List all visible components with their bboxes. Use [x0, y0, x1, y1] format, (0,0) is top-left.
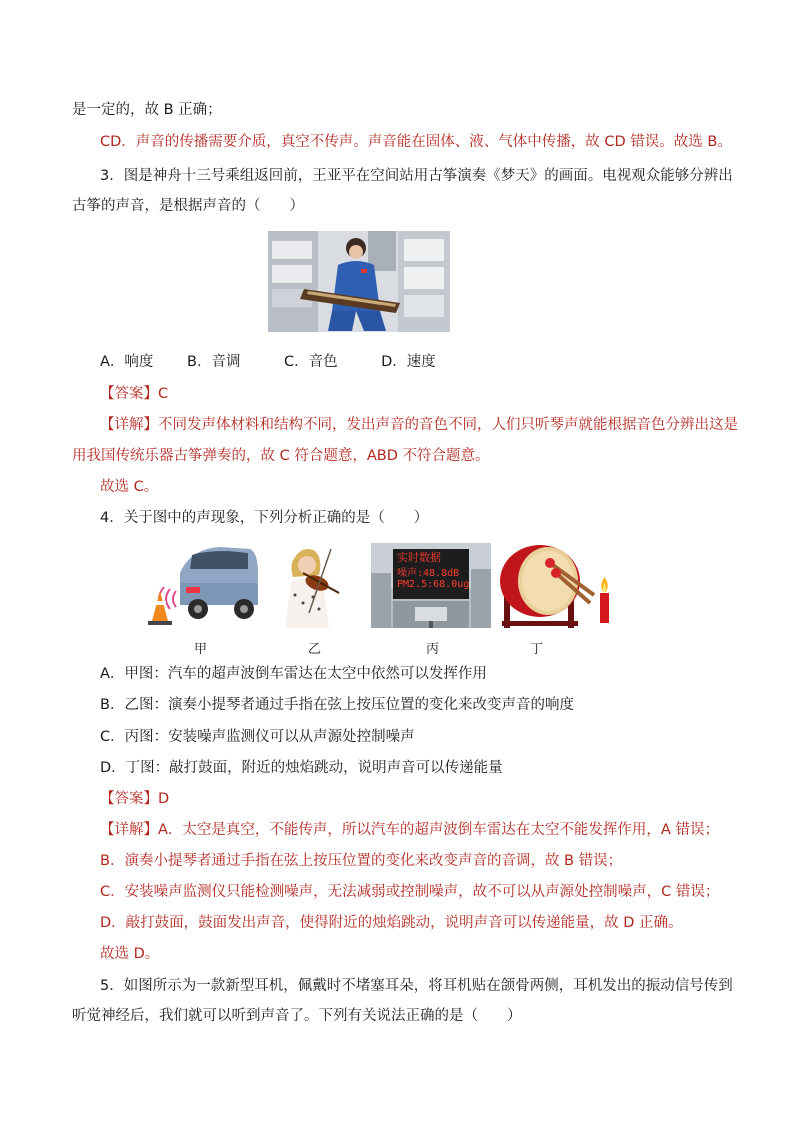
explanation-line: CD．声音的传播需要介质，真空不传声。声音能在固体、液、气体中传播，故 CD 错误。故选 B。	[100, 134, 732, 150]
violin-girl-image	[273, 543, 353, 628]
caption-yi: 乙	[308, 642, 322, 657]
question-4-detail-d: D．敲打鼓面，鼓面发出声音，使得附近的烛焰跳动，说明声音可以传递能量，故 D 正确。	[100, 915, 683, 931]
question-4-option-c: C．丙图：安装噪声监测仪可以从声源处控制噪声	[100, 729, 415, 745]
question-3-stem-cont: 古筝的声音，是根据声音的（ ）	[72, 198, 304, 214]
question-4-option-b: B．乙图：演奏小提琴者通过手指在弦上按压位置的变化来改变声音的响度	[100, 697, 574, 713]
car-radar-image	[140, 543, 260, 628]
question-4-detail-b: B．演奏小提琴者通过手指在弦上按压位置的变化来改变声音的音调，故 B 错误；	[100, 853, 623, 869]
question-3-detail: 【详解】不同发声体材料和结构不同，发出声音的音色不同，人们只听琴声就能根据音色分辨出这是	[100, 417, 738, 433]
noise-monitor-image	[371, 543, 491, 628]
question-3-detail-cont: 用我国传统乐器古筝弹奏的，故 C 符合题意，ABD 不符合题意。	[72, 448, 490, 464]
caption-jia: 甲	[194, 642, 208, 657]
astronaut-guzheng-image	[268, 231, 450, 332]
question-4-select: 故选 D。	[100, 946, 160, 962]
question-3-answer: 【答案】C	[100, 386, 169, 402]
question-4-option-a: A．甲图：汽车的超声波倒车雷达在太空中依然可以发挥作用	[100, 666, 487, 682]
question-3-stem: 3．图是神舟十三号乘组返回前，王亚平在空间站用古筝演奏《梦天》的画面。电视观众能够分辨出	[100, 168, 733, 184]
monitor-noise: 噪声:48.8dB	[397, 568, 460, 579]
question-4-answer: 【答案】D	[100, 791, 170, 807]
question-4-detail-c: C．安装噪声监测仪只能检测噪声，无法减弱或控制噪声，故不可以从声源处控制噪声，C 错误；	[100, 884, 720, 900]
question-4-option-d: D．丁图：敲打鼓面，附近的烛焰跳动，说明声音可以传递能量	[100, 760, 503, 776]
question-5-stem: 5．如图所示为一款新型耳机，佩戴时不堵塞耳朵，将耳机贴在颌骨两侧，耳机发出的振动信号传到	[100, 978, 733, 994]
question-4-stem: 4．关于图中的声现象，下列分析正确的是（ ）	[100, 510, 429, 526]
monitor-title: 实时数据	[397, 551, 441, 564]
drum-candle-image	[498, 543, 616, 628]
text-line: 是一定的，故 B 正确；	[72, 102, 222, 118]
question-5-stem-cont: 听觉神经后，我们就可以听到声音了。下列有关说法正确的是（ ）	[72, 1008, 522, 1024]
monitor-pm25: PM2.5:68.0ug	[397, 579, 470, 590]
question-3-select: 故选 C。	[100, 479, 159, 495]
question-3-options: A．响度 B．音调 C．音色 D．速度	[100, 354, 436, 370]
caption-bing: 丙	[426, 642, 440, 657]
question-4-detail-a: 【详解】A．太空是真空，不能传声，所以汽车的超声波倒车雷达在太空不能发挥作用，A 错误；	[100, 822, 719, 838]
caption-ding: 丁	[530, 642, 544, 657]
